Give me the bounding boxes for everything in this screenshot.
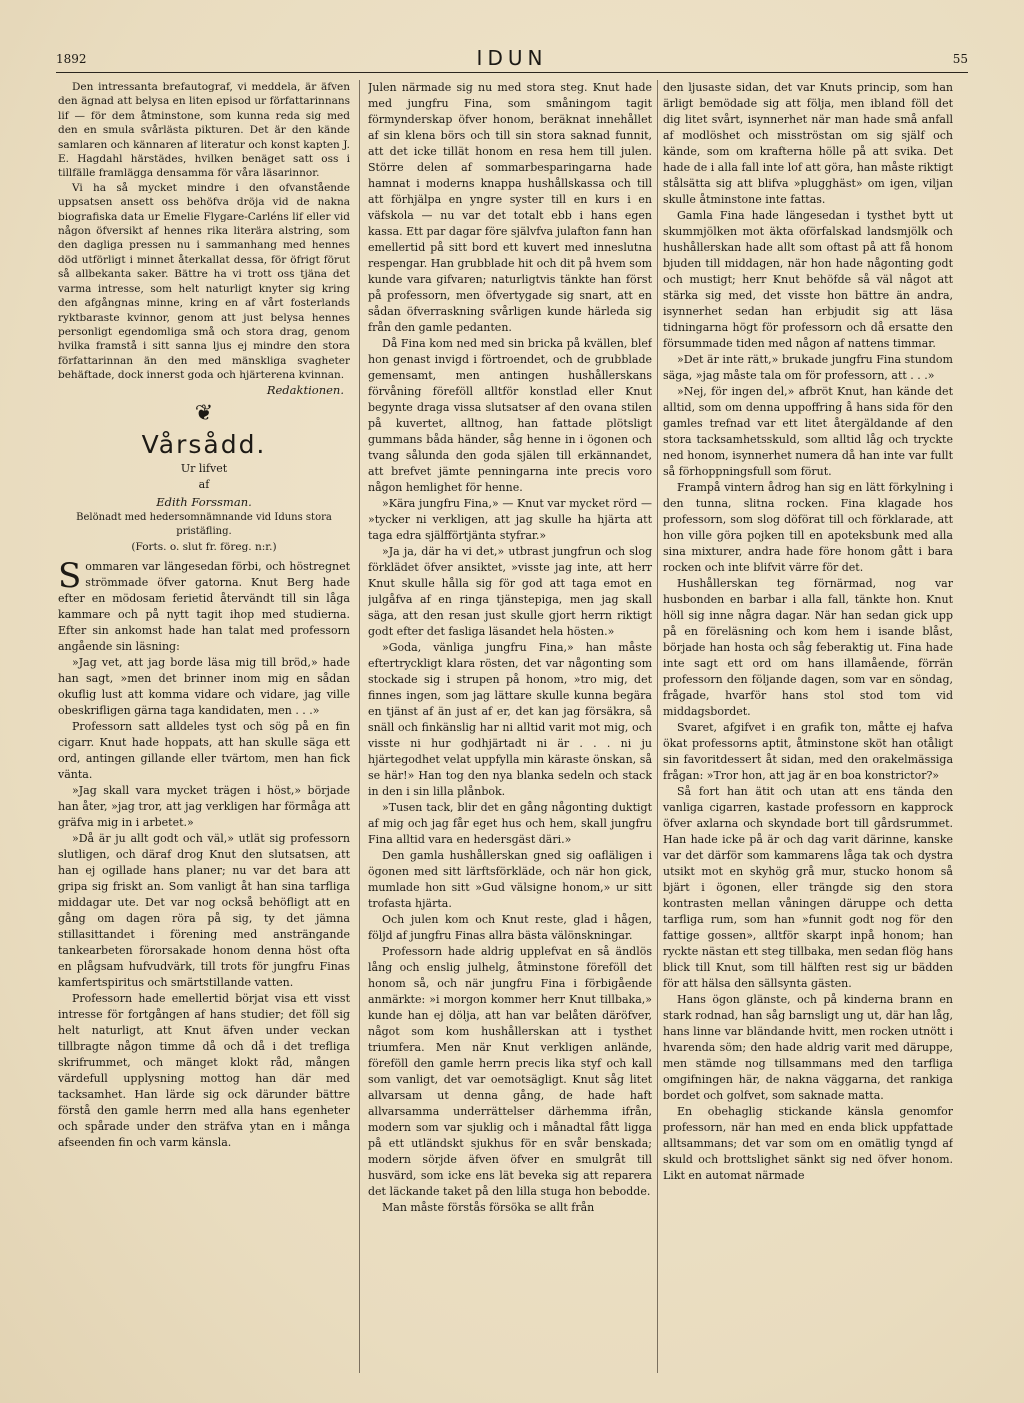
continuation-note: (Forts. o. slut fr. föreg. n:r.) (131, 540, 277, 553)
story-author: Edith Forssman. (156, 494, 252, 509)
paragraph: Hans ögon glänste, och på kinderna brann en stark rodnad, han såg barnsligt ung ut, där han låg, hans linne var bländande hvitt, men rocken utnött i hvarenda söm; den hade aldrig varit med däruppe, men stämde nog tillsammans med den tarfliga omgifningen här, de nakna väggarna, det rankiga bordet och golfvet, som saknade matta. (663, 993, 953, 1102)
paragraph: Frampå vintern ådrog han sig en lätt förkylning i den tunna, slitna rocken. Fina klagade hos professorn, som slog döförat till och förklarade, att hon ville göra pojken till en apoteksbunk med alla sina mixturer, andra hade före honom gått i bara rocken och inte blifvit värre för det. (663, 481, 953, 574)
story-subtitle: Ur lifvet (180, 461, 228, 475)
paragraph: »Nej, för ingen del,» afbröt Knut, han kände det alltid, som om denna uppoffring å hans sida för den gamles trefnad var ett litet återgäldande af den stora tacksamhetsskuld, som alltid låg och tryckte ned honom, isynnerhet numera då han inte var fullt så förhoppningsfull som förut. (663, 385, 953, 478)
header-rule (56, 72, 968, 73)
ornament-icon: ❦ (194, 400, 214, 426)
paragraph: Gamla Fina hade längesedan i tysthet bytt ut skummjölken mot äkta oförfalskad landsmjölk och hushållerskan hade allt som oftast på att få honom bjuden till middagen, när hon hade någonting godt och mustigt; herr Knut behöfde så väl något att stärka sig med, det visste hon bättre än andra, isynnerhet sedan han erbjudit sig att läsa tidningarna högt för professorn och då ersatte den försummade tiden med någon af nattens timmar. (663, 209, 953, 350)
paragraph: Svaret, afgifvet i en grafik ton, måtte ej hafva ökat professorns aptit, åtminstone sköt han otåligt sin favoritdessert åt sidan, med den orakelmässiga frågan: »Tror hon, att jag är en boa konstrictor?» (663, 721, 953, 782)
prize-note: Belönadt med hedersomnämnande vid Iduns stora pristäfling. (76, 511, 332, 537)
masthead-title: IDUN (476, 46, 548, 70)
paragraph: Professorn hade emellertid börjat visa ett visst intresse för fortgången af hans studier; det föll sig helt naturligt, att Knut äfven under veckan tillbragte någon timme då och då i det trefliga skrifrummet, och mänget klokt råd, mången värdefull upplysning mottog han där med tacksamhet. Han lärde sig ock därunder bättre förstå den gamle herrn med alla hans egenheter och spårade under den sträfva ytan en i många afseenden fin och varm känsla. (58, 991, 350, 1149)
paragraph: En obehaglig stickande känsla genomfor professorn, när han med en enda blick uppfattade alltsammans; det var som om en omätlig tyngd af skuld och brottslighet sänkt sig ned öfver honom. Likt en automat närmade (663, 1105, 953, 1182)
column-divider (359, 80, 360, 1373)
paragraph (58, 555, 350, 655)
paragraph: »Goda, vänliga jungfru Fina,» han måste eftertryckligt klara rösten, det var någonting som stockade sig i strupen på honom, »tro mig, det finnes ingen, som jag lättare skulle kunna begära en tjänst af än just af er, det kan jag försäkra, så snäll och finkänslig har ni alltid varit mot mig, och visste ni hur godhjärtadt ni är . . . ni ju hjärtegodhet velat uppfylla min käraste önskan, så se här!» Han tog den nya blanka sedeln och stack in den i sin lilla plånbok. (368, 641, 652, 798)
paragraph: den ljusaste sidan, det var Knuts princip, som han ärligt bemödade sig att följa, men ibland föll det dig litet svårt, isynnerhet när man hade små anfall af modlöshet och misströstan om sig själf och kände, som om krafterna hölle på att svika. Det hade de i alla fall inte lof att göra, han måste riktigt stålsätta sig att blifva »plugghäst» om igen, viljan skulle åtminstone inte fattas. (663, 81, 953, 206)
paragraph: Då Fina kom ned med sin bricka på kvällen, blef hon genast invigd i förtroendet, och de grubblade gemensamt, men antingen hushållerskans förvåning föreföll alltför konstlad eller Knut begynte draga vissa slutsatser af den ovana stilen på kuvertet, alltnog, han fattade plötsligt gummans båda händer, såg henne in i ögonen och tvang sålunda den goda själen till erkännandet, att brefvet jämte penningarna inte precis voro någon hemlighet för henne. (368, 337, 652, 494)
column-1 (58, 80, 350, 1379)
column-3 (663, 80, 953, 1379)
paragraph: »Jag vet, att jag borde läsa mig till bröd,» hade han sagt, »men det brinner inom mig en sådan okuflig lust att komma vidare och vidare, jag ville obeskrifligen gärna taga kandidaten, men . . .» (58, 655, 350, 717)
page-number: 55 (952, 52, 968, 66)
paragraph: »Det är inte rätt,» brukade jungfru Fina stundom säga, »jag måste tala om för professorn, att . . .» (663, 353, 953, 382)
paragraph: »Tusen tack, blir det en gång någonting duktigt af mig och jag får eget hus och hem, skall jungfru Fina alltid vara en hedersgäst däri.» (368, 801, 652, 846)
column-2 (368, 80, 652, 1379)
paragraph: Hushållerskan teg förnärmad, nog var husbonden en barbar i alla fall, tänkte hon. Knut höll sig inne några dagar. När han sedan gick upp på en föreläsning och kom hem i isande blåst, började han hosta och såg feberaktig ut. Fina hade inte sagt ett ord om hans illamående, förrän professorn den följande dagen, som var en söndag, frågade, hvarför hans stol stod tom vid middagsbordet. (663, 577, 953, 718)
story-title: Vårsådd. (141, 429, 267, 459)
paragraph: Man måste förstås försöka se allt från (382, 1201, 595, 1214)
story-subtitle-af: af (198, 477, 210, 491)
paragraph: Professorn satt alldeles tyst och sög på en fin cigarr. Knut hade hoppats, att han skulle säga ett ord, antingen gillande eller tvärtom, men han fick vänta. (58, 719, 350, 781)
paragraph: »Ja ja, där ha vi det,» utbrast jungfrun och slog förklädet öfver ansiktet, »visste jag inte, att herr Knut skulle hålla sig för god att taga emot en julgåfva af en ringa tjänstepiga, men jag skall säga, att den resan just skulle gjort herrn riktigt godt efter det fasliga läsandet hela hösten.» (368, 545, 652, 638)
drop-cap: S (58, 555, 82, 596)
paragraph-text: ommaren var längesedan förbi, och höstregnet strömmade öfver gatorna. Knut Berg hade efter en mödosam ferietid återvändt till sin låga kammare och på nytt tagit ihop med studierna. Efter sin ankomst hade han talat med professorn angående sin läsning: (58, 559, 350, 653)
signature: Redaktionen. (266, 382, 344, 397)
paragraph: Och julen kom och Knut reste, glad i hågen, följd af jungfru Finas allra bästa välönskningar. (368, 913, 652, 942)
header-year: 1892 (56, 52, 87, 66)
paragraph: Så fort han ätit och utan att ens tända den vanliga cigarren, kastade professorn en kapprock öfver axlarna och skyndade bort till gårdsrummet. Han hade icke på är och dag varit därinne, kanske var det därför som kammarens låga tak och dystra utsikt mot en skyhög grå mur, stucko honom så bjärt i ögonen, eller trängde sig den stora kontrasten mellan våningen däruppe och detta tarfliga rum, som han »funnit godt nog för den fattige gossen», alltför skarpt inpå honom; han ryckte nästan ett steg tillbaka, men sedan flög hans blick till Knut, som till hälften rest sig ur bädden för att hälsa den sällsynta gästen. (663, 785, 953, 990)
paragraph: Julen närmade sig nu med stora steg. Knut hade med jungfru Fina, som småningom tagit förmynderskap öfver honom, beräknat innehållet af sin klena börs och till sin stora saknad funnit, att det icke tillät honom en resa hem till julen. Större delen af sommarbesparingarna hade hamnat i moderns knappa hushållskassa och till att förhjälpa en yngre syster till en kurs i en väfskola — nu var det totalt ebb i hans egen kassa. Ett par dagar före självfva julafton fann han emellertid på sitt bord ett kuvert med inneslutna respengar. Han grubblade hit och dit på hvem som kunde vara gifvaren; naturligtvis tänkte han först på professorn, men öfvertygade sig snart, att en sådan öfverraskning svårligen kunde härleda sig från den gamle pedanten. (368, 81, 652, 334)
paragraph: »Då är ju allt godt och väl,» utlät sig professorn slutligen, och däraf drog Knut den slutsatsen, att han ej ogillade hans planer; nu var det bara att gripa sig friskt an. Som vanligt åt han sina tarfliga middagar ute. Det var nog också behöfligt att en gång om dagen röra på sig, ty det jämna stillasittandet i förening med ansträngande tankearbeten förorsakade honom denna höst ofta en plågsam hufvudvärk, till trots för jungfru Finas kamfertspiritus och smärtstillande vatten. (58, 831, 350, 989)
paragraph: Den intressanta brefautograf, vi meddela, är äfven den ägnad att belysa en liten episod ur författarinnans lif — för dem åtminstone, som kunna reda sig med den en smula svårlästa pikturen. Det är den kände samlaren och kännaren af literatur och konst kapten J. E. Hagdahl härstädes, hvilken benäget satt oss i tillfälle framlägga densamma för våra läsarinnor. (58, 81, 350, 180)
paragraph: »Jag skall vara mycket trägen i höst,» började han åter, »jag tror, att jag verkligen har förmåga att gräfva mig in i arbetet.» (58, 783, 350, 829)
paragraph: Vi ha så mycket mindre i den ofvanstående uppsatsen ansett oss behöfva dröja vid de nakna biografiska data ur Emelie Flygare-Carléns lif eller vid någon öfversikt af hennes rika literära alstring, som den dagliga pressen nu i sammanhang med hennes död utförligt i minnet återkallat dessa, för öfrigt förut så allbekanta saker. Bättre ha vi trott oss tjäna det varma intresse, som helt naturligt knyter sig kring den afgångnas minne, kring en af vårt fosterlands ryktbaraste kvinnor, genom att just belysa hennes personligt egendomliga små och stora drag, genom hvilka framstå i sitt sanna ljus ej mindre den stora författarinnan än den med mänskliga svagheter behäftade, dock innerst goda och hjärterena kvinnan. (58, 181, 350, 382)
page-header (56, 46, 968, 70)
column-divider (657, 80, 658, 1373)
paragraph: Professorn hade aldrig upplefvat en så ändlös lång och enslig julhelg, åtminstone föreföll det honom så, och när jungfru Fina i förbigående anmärkte: »i morgon kommer herr Knut tillbaka,» kunde han ej dölja, att han var belåten däröfver, något som kom hushållerskan att i tysthet triumfera. Men när Knut verkligen anlände, föreföll den gamle herrn precis lika styf och kall som vanligt, det var oemotsägligt. Knut såg litet allvarsam ut denna gång, de hade haft allvarsamma underrättelser därhemma ifrån, modern som var sjuklig och i månadtal fått ligga på ett utländskt sjukhus för en svår benskada; modern sörjde äfven öfver en smulgråt till husvärd, som icke ens lät beveka sig att reparera det läckande taket på den lilla stuga hon bebodde. (368, 945, 652, 1198)
paragraph: Den gamla hushållerskan gned sig oafläligen i ögonen med sitt lärftsförkläde, och när hon gick, mumlade hon sitt »Gud välsigne honom,» ur sitt trofasta hjärta. (368, 849, 652, 910)
paragraph: »Kära jungfru Fina,» — Knut var mycket rörd — »tycker ni verkligen, att jag skulle ha hjärta att taga edra själfförtjänta styfrar.» (368, 497, 652, 542)
